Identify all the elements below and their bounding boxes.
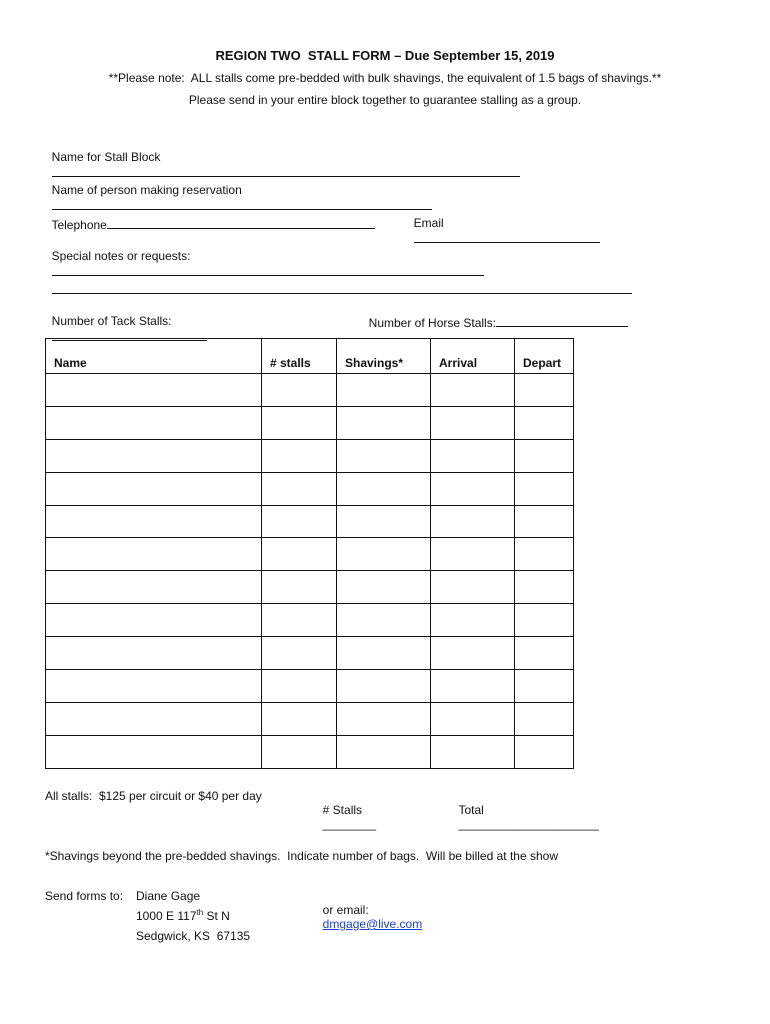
cell-name[interactable] bbox=[46, 505, 262, 538]
address-line bbox=[136, 909, 230, 923]
special-notes-line-2[interactable] bbox=[45, 267, 632, 297]
address-superscript: th bbox=[196, 908, 204, 917]
table-row bbox=[46, 637, 574, 670]
send-forms-label: Send forms to: bbox=[45, 889, 124, 903]
special-notes-label: Special notes or requests: bbox=[51, 249, 191, 263]
cell-depart[interactable] bbox=[515, 538, 574, 571]
table-row bbox=[46, 735, 574, 768]
cell-shavings[interactable] bbox=[337, 505, 431, 538]
table-header-row bbox=[46, 339, 574, 374]
cell-stalls[interactable] bbox=[262, 637, 337, 670]
tack-stalls-label: Number of Tack Stalls: bbox=[51, 314, 172, 328]
cell-stalls[interactable] bbox=[262, 505, 337, 538]
cell-stalls[interactable] bbox=[262, 571, 337, 604]
table-body bbox=[46, 374, 574, 769]
horse-stalls-label: Number of Horse Stalls: bbox=[368, 316, 497, 330]
cell-arrival[interactable] bbox=[431, 670, 515, 703]
cell-name[interactable] bbox=[46, 374, 262, 407]
cell-shavings[interactable] bbox=[337, 374, 431, 407]
table-row bbox=[46, 538, 574, 571]
cell-name[interactable] bbox=[46, 406, 262, 439]
cell-name[interactable] bbox=[46, 637, 262, 670]
cell-arrival[interactable] bbox=[431, 538, 515, 571]
total-blank[interactable]: _____________________ bbox=[458, 817, 599, 831]
cell-arrival[interactable] bbox=[431, 374, 515, 407]
email-label: Email bbox=[413, 216, 444, 230]
cell-shavings[interactable] bbox=[337, 604, 431, 637]
cell-arrival[interactable] bbox=[431, 702, 515, 735]
cell-depart[interactable] bbox=[515, 439, 574, 472]
cell-depart[interactable] bbox=[515, 735, 574, 768]
table-row bbox=[46, 670, 574, 703]
cell-shavings[interactable] bbox=[337, 670, 431, 703]
cell-arrival[interactable] bbox=[431, 637, 515, 670]
cell-name[interactable] bbox=[46, 604, 262, 637]
person-label: Name of person making reservation bbox=[51, 183, 242, 197]
cell-depart[interactable] bbox=[515, 637, 574, 670]
shavings-note: *Shavings beyond the pre-bedded shavings. Indicate number of bags. Will be billed at the show bbox=[45, 849, 558, 863]
table-row bbox=[46, 505, 574, 538]
table-row bbox=[46, 406, 574, 439]
cell-stalls[interactable] bbox=[262, 374, 337, 407]
col-header-depart: Depart bbox=[515, 339, 574, 374]
email-link[interactable]: dmgage@live.com bbox=[322, 917, 423, 931]
cell-arrival[interactable] bbox=[431, 439, 515, 472]
cell-shavings[interactable] bbox=[337, 637, 431, 670]
cell-name[interactable] bbox=[46, 472, 262, 505]
cell-name[interactable] bbox=[46, 538, 262, 571]
bedding-note: **Please note: ALL stalls come pre-bedded with bulk shavings, the equivalent of 1.5 bags of shavings.** bbox=[108, 71, 662, 85]
cell-stalls[interactable] bbox=[262, 735, 337, 768]
email-contact-label: or email: bbox=[322, 903, 369, 917]
cell-arrival[interactable] bbox=[431, 505, 515, 538]
cell-name[interactable] bbox=[46, 735, 262, 768]
col-header-stalls: # stalls bbox=[262, 339, 337, 374]
cell-name[interactable] bbox=[46, 670, 262, 703]
table-row bbox=[46, 439, 574, 472]
special-notes-line-2-blank[interactable] bbox=[52, 281, 632, 294]
telephone-label: Telephone bbox=[51, 218, 107, 232]
cell-depart[interactable] bbox=[515, 571, 574, 604]
telephone-field[interactable] bbox=[45, 202, 375, 232]
address-number: 1000 E 117 bbox=[136, 909, 197, 923]
cell-depart[interactable] bbox=[515, 670, 574, 703]
cell-depart[interactable] bbox=[515, 406, 574, 439]
email-contact bbox=[316, 889, 422, 931]
cell-depart[interactable] bbox=[515, 604, 574, 637]
horse-stalls-field[interactable] bbox=[362, 300, 628, 330]
city-line: Sedgwick, KS 67135 bbox=[136, 929, 251, 943]
cell-stalls[interactable] bbox=[262, 406, 337, 439]
cell-arrival[interactable] bbox=[431, 735, 515, 768]
total-label: Total bbox=[458, 803, 484, 817]
stall-table bbox=[45, 338, 574, 769]
cell-stalls[interactable] bbox=[262, 538, 337, 571]
cell-shavings[interactable] bbox=[337, 472, 431, 505]
cell-shavings[interactable] bbox=[337, 571, 431, 604]
cell-shavings[interactable] bbox=[337, 702, 431, 735]
telephone-line[interactable] bbox=[107, 216, 375, 229]
cell-stalls[interactable] bbox=[262, 472, 337, 505]
cell-arrival[interactable] bbox=[431, 472, 515, 505]
group-instruction: Please send in your entire block together to guarantee stalling as a group. bbox=[188, 93, 582, 107]
cell-shavings[interactable] bbox=[337, 406, 431, 439]
cell-depart[interactable] bbox=[515, 505, 574, 538]
cell-depart[interactable] bbox=[515, 374, 574, 407]
cell-depart[interactable] bbox=[515, 702, 574, 735]
table-row bbox=[46, 604, 574, 637]
cell-arrival[interactable] bbox=[431, 406, 515, 439]
table-row bbox=[46, 374, 574, 407]
contact-name: Diane Gage bbox=[136, 889, 201, 903]
form-title: REGION TWO STALL FORM – Due September 15, 2019 bbox=[215, 48, 555, 63]
cell-arrival[interactable] bbox=[431, 604, 515, 637]
pricing-text: All stalls: $125 per circuit or $40 per day bbox=[45, 789, 262, 803]
cell-name[interactable] bbox=[46, 571, 262, 604]
table-row bbox=[46, 571, 574, 604]
cell-stalls[interactable] bbox=[262, 670, 337, 703]
col-header-arrival: Arrival bbox=[431, 339, 515, 374]
cell-name[interactable] bbox=[46, 702, 262, 735]
stall-block-label: Name for Stall Block bbox=[51, 150, 161, 164]
stalls-count-field[interactable] bbox=[316, 789, 376, 831]
total-field[interactable] bbox=[452, 789, 599, 831]
cell-shavings[interactable] bbox=[337, 439, 431, 472]
stalls-count-blank[interactable]: ________ bbox=[322, 817, 377, 831]
cell-name[interactable] bbox=[46, 439, 262, 472]
address-street: St N bbox=[203, 909, 230, 923]
cell-stalls[interactable] bbox=[262, 604, 337, 637]
cell-stalls[interactable] bbox=[262, 702, 337, 735]
cell-shavings[interactable] bbox=[337, 735, 431, 768]
cell-stalls[interactable] bbox=[262, 439, 337, 472]
cell-shavings[interactable] bbox=[337, 538, 431, 571]
stalls-count-label: # Stalls bbox=[322, 803, 363, 817]
horse-stalls-line[interactable] bbox=[496, 314, 628, 327]
table-row bbox=[46, 472, 574, 505]
col-header-shavings: Shavings* bbox=[337, 339, 431, 374]
cell-arrival[interactable] bbox=[431, 571, 515, 604]
col-header-name: Name bbox=[46, 339, 262, 374]
cell-depart[interactable] bbox=[515, 472, 574, 505]
table-row bbox=[46, 702, 574, 735]
